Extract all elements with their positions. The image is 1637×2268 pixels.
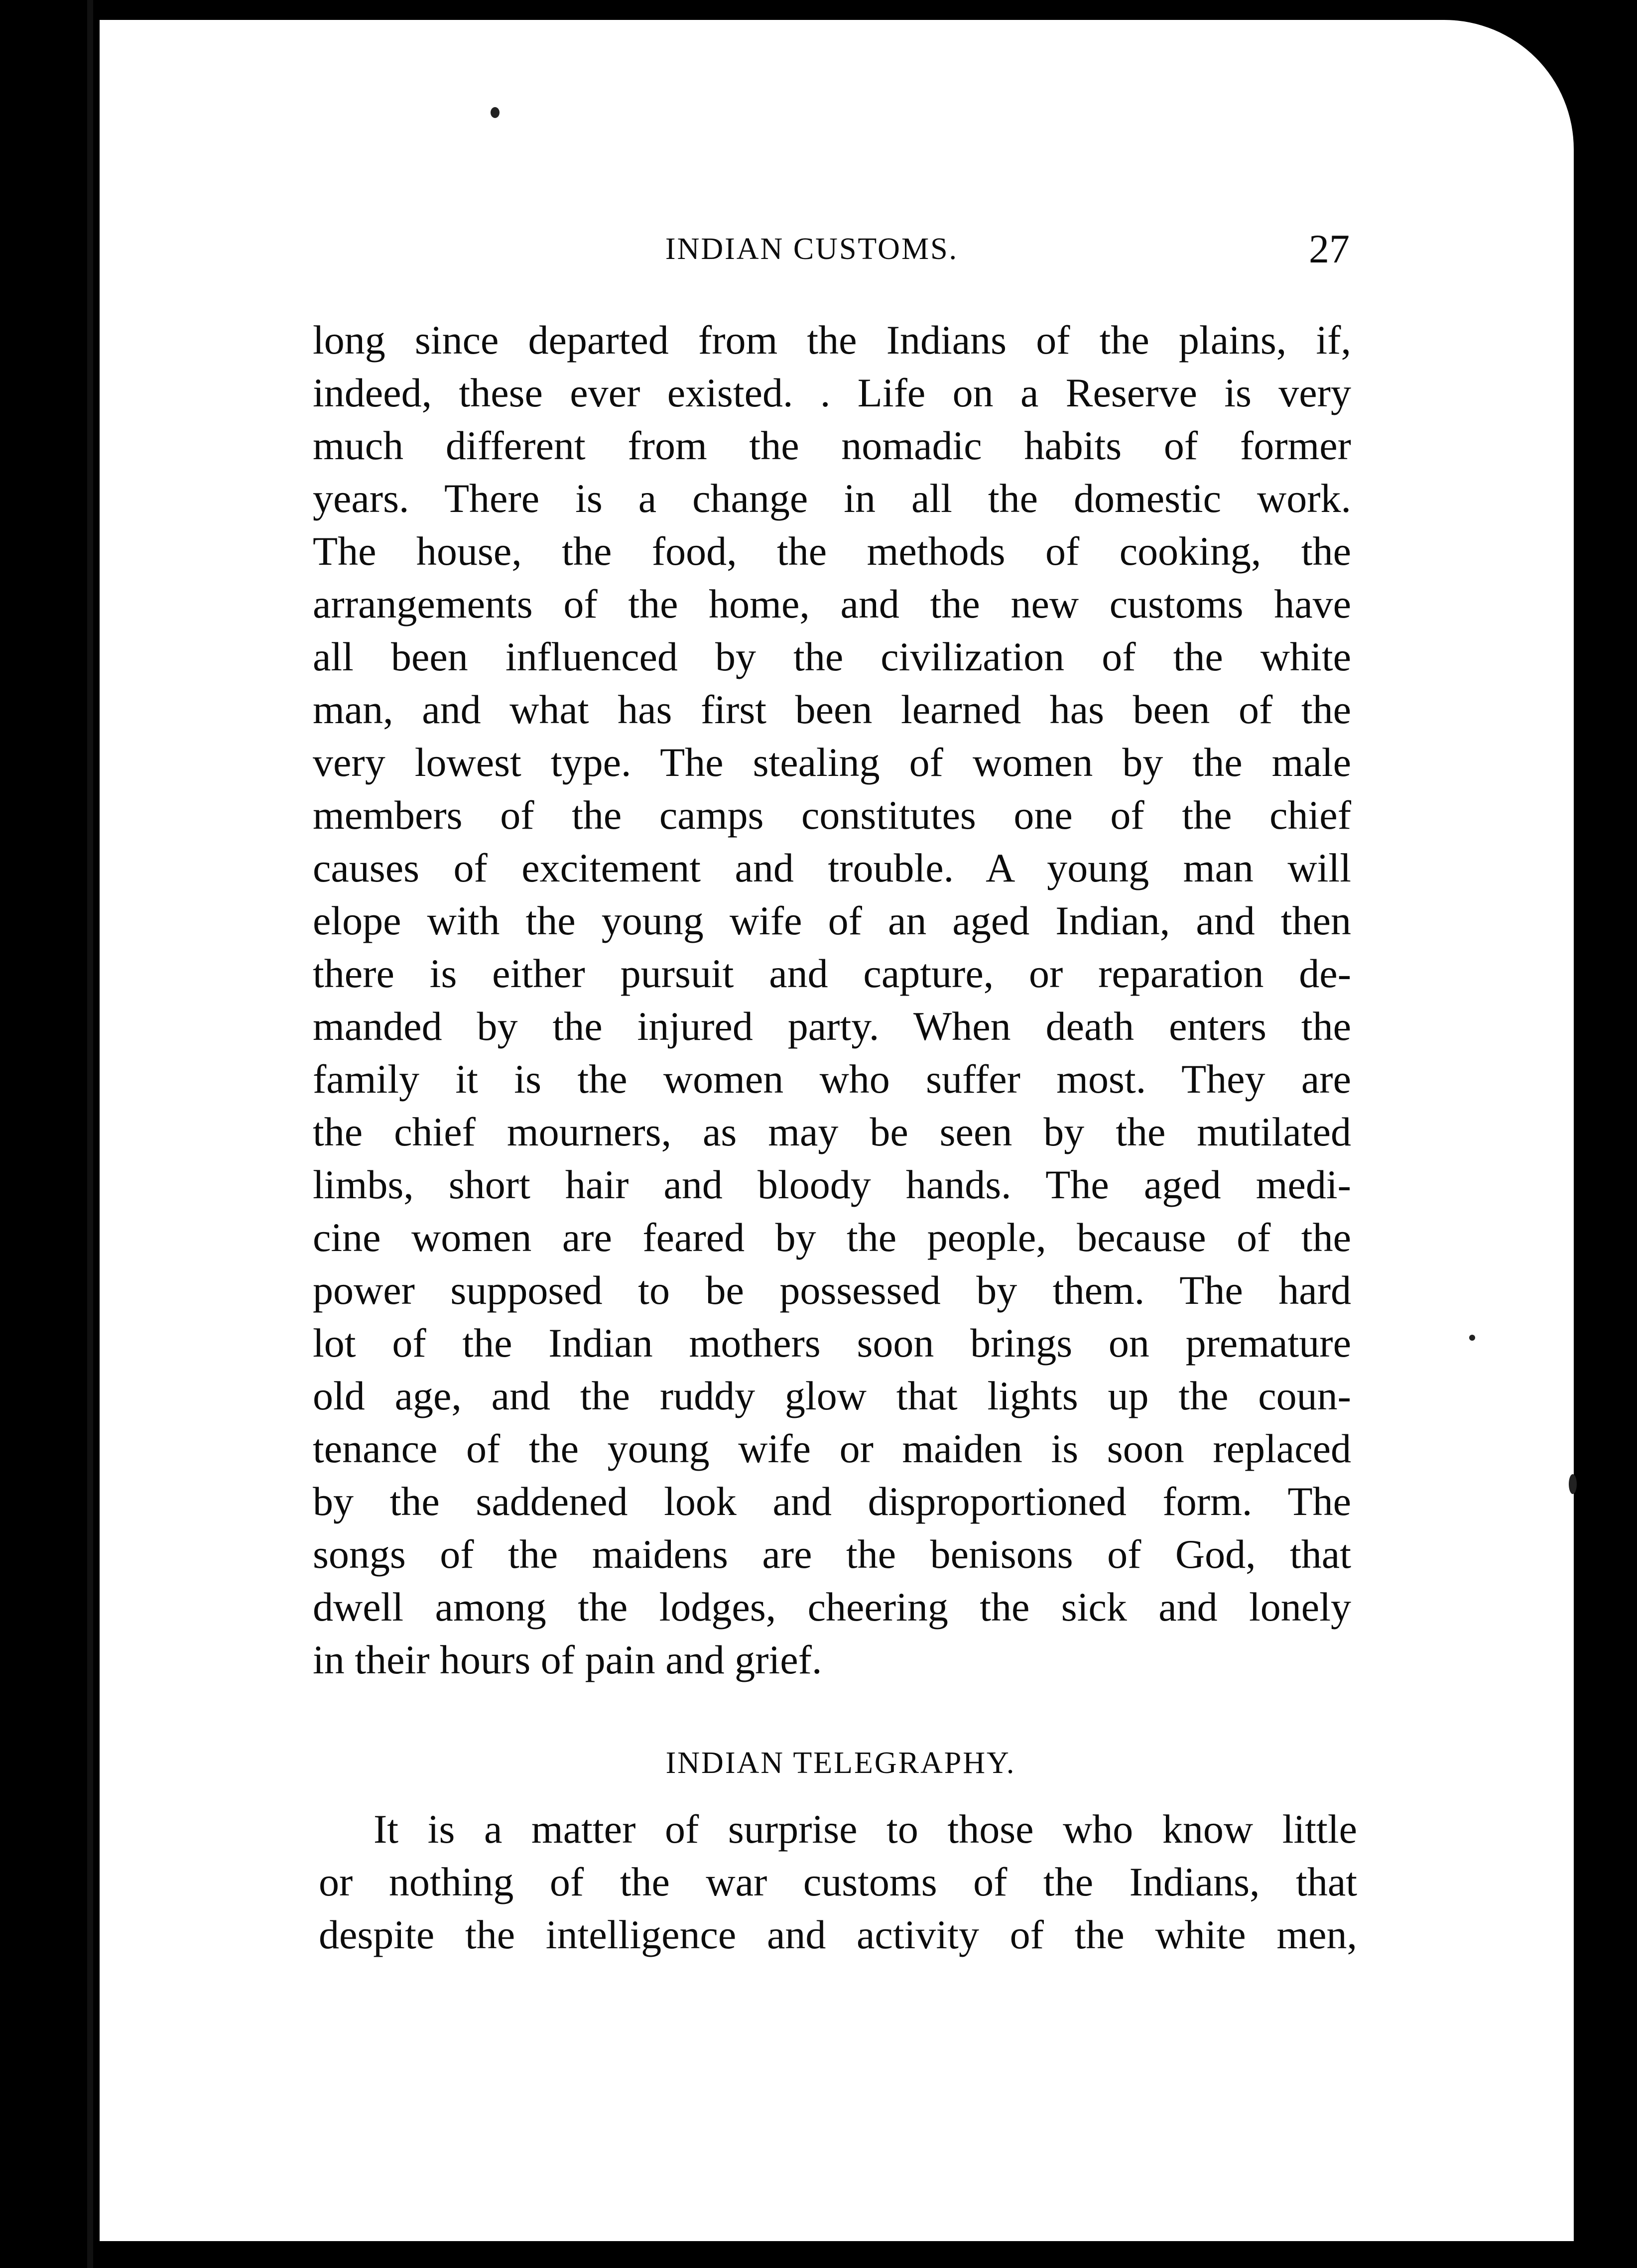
text-line: man, and what has first been learned has been of the <box>313 687 1351 732</box>
text-line: manded by the injured party. When death enters the <box>313 1004 1351 1049</box>
text-line: old age, and the ruddy glow that lights up the coun- <box>313 1373 1351 1418</box>
scan-edge-bottom <box>100 2241 1637 2268</box>
ink-speck <box>491 107 500 118</box>
text-line: indeed, these ever existed. . Life on a Reserve is very <box>313 370 1351 415</box>
text-line: by the saddened look and disproportioned form. The <box>313 1479 1351 1524</box>
text-line: limbs, short hair and bloody hands. The aged medi- <box>313 1162 1351 1207</box>
text-line: very lowest type. The stealing of women by the male <box>313 740 1351 785</box>
text-line: or nothing of the war customs of the Indians, that <box>319 1859 1357 1904</box>
text-line: all been influenced by the civilization of the white <box>313 634 1351 679</box>
text-line: members of the camps constitutes one of the chief <box>313 792 1351 838</box>
text-line: dwell among the lodges, cheering the sick and lonely <box>313 1584 1351 1630</box>
section-heading: INDIAN TELEGRAPHY. <box>665 1746 1016 1780</box>
paragraph <box>313 314 1351 1686</box>
page-number: 27 <box>1309 226 1350 271</box>
text-line: there is either pursuit and capture, or reparation de- <box>313 951 1351 996</box>
page-header <box>314 224 1350 284</box>
section-paragraph <box>319 1803 1357 1961</box>
text-line: songs of the maidens are the benisons of God, that <box>313 1531 1351 1577</box>
text-line: cine women are feared by the people, because of the <box>313 1215 1351 1260</box>
text-line: It is a matter of surprise to those who know little <box>374 1806 1357 1852</box>
text-line: elope with the young wife of an aged Indian, and then <box>313 898 1351 943</box>
ink-speck <box>1469 1335 1475 1341</box>
text-line: lot of the Indian mothers soon brings on premature <box>313 1320 1351 1366</box>
text-line: long since departed from the Indians of the plains, if, <box>313 317 1351 363</box>
text-line: family it is the women who suffer most. They are <box>313 1056 1351 1102</box>
text-line: years. There is a change in all the domestic work. <box>313 476 1351 521</box>
text-line: in their hours of pain and grief. <box>313 1637 822 1682</box>
text-line: power supposed to be possessed by them. The hard <box>313 1267 1351 1313</box>
running-head: INDIAN CUSTOMS. <box>665 232 959 266</box>
text-line: despite the intelligence and activity of the white men, <box>319 1912 1357 1957</box>
ink-speck <box>1569 1474 1577 1494</box>
text-line: tenance of the young wife or maiden is soon replaced <box>313 1426 1351 1471</box>
text-line: much different from the nomadic habits of former <box>313 423 1351 468</box>
text-line: The house, the food, the methods of cooking, the <box>313 528 1351 574</box>
text-line: arrangements of the home, and the new customs have <box>313 581 1351 627</box>
text-line: the chief mourners, as may be seen by the mutilated <box>313 1109 1351 1154</box>
text-line: causes of excitement and trouble. A young man will <box>313 845 1351 890</box>
scan-edge-left <box>87 0 93 2268</box>
